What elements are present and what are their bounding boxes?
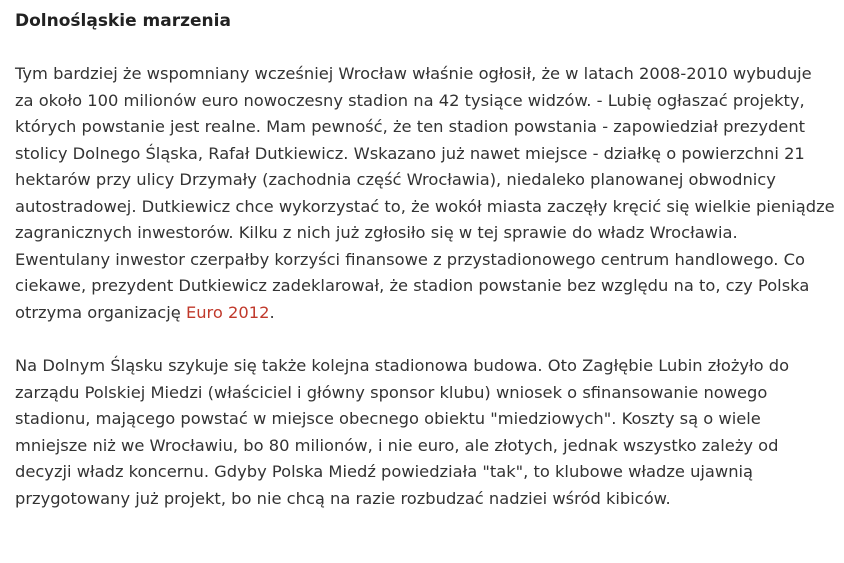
text-line: mniejsze niż we Wrocławiu, bo 80 milionów, i nie euro, ale złotych, jednak wszystko zależy od — [15, 435, 779, 455]
text-line: za około 100 milionów euro nowoczesny stadion na 42 tysiące widzów. - Lubię ogłaszać projekty, — [15, 90, 805, 110]
text-line: Tym bardziej że wspomniany wcześniej Wrocław właśnie ogłosił, że w latach 2008-2010 wybuduje — [15, 64, 812, 83]
text-line: autostradowej. Dutkiewicz chce wykorzystać to, że wokół miasta zaczęły kręcić się wielkie pieniądze — [15, 196, 835, 216]
section-heading: Dolnośląskie marzenia — [15, 11, 231, 31]
text-line: których powstanie jest realne. Mam pewność, że ten stadion powstania - zapowiedział prezydent — [15, 117, 806, 136]
text-line-last — [15, 300, 835, 327]
text-line: przygotowany już projekt, bo nie chcą na razie rozbudzać nadziei wśród kibiców. — [15, 488, 671, 508]
text-line: hektarów przy ulicy Drzymały (zachodnia część Wrocławia), niedaleko planowanej obwodnicy — [15, 170, 776, 189]
last-line-prefix: otrzyma organizację — [15, 302, 186, 322]
text-line: Ewentulany inwestor czerpałby korzyści finansowe z przystadionowego centrum handlowego. Co — [15, 249, 805, 269]
euro-2012-link[interactable]: Euro 2012 — [185, 302, 270, 322]
text-line: zarządu Polskiej Miedzi (właściciel i główny sponsor klubu) wniosek o sfinansowanie nowego — [15, 382, 768, 402]
text-line: stadionu, mającego powstać w miejsce obecnego obiektu "miedziowych". Koszty są o wiele — [15, 409, 761, 428]
paragraph-2 — [15, 353, 835, 512]
article — [15, 8, 835, 539]
last-line-suffix: . — [269, 302, 275, 322]
text-line: zagranicznych inwestorów. Kilku z nich już zgłosiło się w tej sprawie do władz Wrocławia. — [15, 223, 738, 242]
text-line: stolicy Dolnego Śląska, Rafał Dutkiewicz. Wskazano już nawet miejsce - działkę o powierzchni 21 — [15, 143, 805, 163]
text-line: Na Dolnym Śląsku szykuje się także kolejna stadionowa budowa. Oto Zagłębie Lubin złożyło do — [15, 356, 790, 375]
text-line: ciekawe, prezydent Dutkiewicz zadeklarował, że stadion powstanie bez względu na to, czy Polska — [15, 276, 810, 295]
paragraph-1 — [15, 61, 835, 326]
text-line: decyzji władz koncernu. Gdyby Polska Miedź powiedziała "tak", to klubowe władze ujawnią — [15, 462, 754, 481]
